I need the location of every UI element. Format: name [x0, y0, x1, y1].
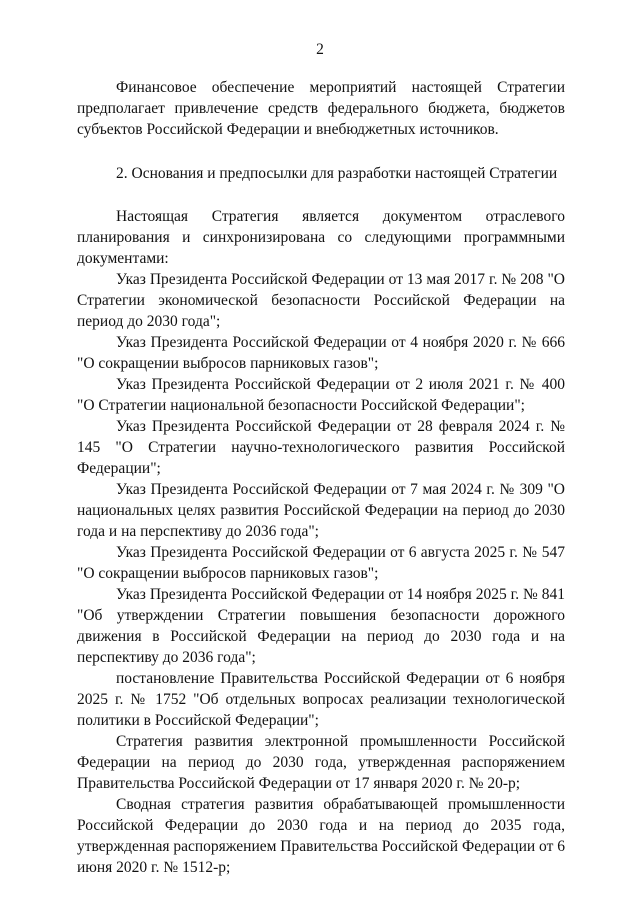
list-item-decree-309: Указ Президента Российской Федерации от 7 мая 2024 г. № 309 "О национальных целях развития Российской Федерации на период до 2030 года и на перспективу до 2036 года"; [77, 481, 565, 540]
paragraph-intro: Настоящая Стратегия является документом отраслевого планирования и синхронизирована со следующими программными документами: [77, 208, 565, 267]
list-item-electronics-strategy: Стратегия развития электронной промышленности Российской Федерации на период до 2030 года, утвержденная распоряжением Правительства Российской Федерации от 17 января 2020 г. № 20-р; [77, 733, 565, 792]
list-item-decree-841: Указ Президента Российской Федерации от 14 ноября 2025 г. № 841 "Об утверждении Стратегии повышения безопасности дорожного движения в Российской Федерации на период до 2030 года и на перспективу до 2036 года"; [77, 586, 565, 666]
list-item-decree-666: Указ Президента Российской Федерации от 4 ноября 2020 г. № 666 "О сокращении выбросов парниковых газов"; [77, 334, 565, 372]
list-item-decree-145: Указ Президента Российской Федерации от 28 февраля 2024 г. № 145 "О Стратегии научно-технологического развития Российской Федерации"; [77, 418, 565, 477]
section-heading: 2. Основания и предпосылки для разработки настоящей Стратегии [116, 165, 558, 182]
list-item-decree-208: Указ Президента Российской Федерации от 13 мая 2017 г. № 208 "О Стратегии экономической безопасности Российской Федерации на период до 2030 года"; [77, 271, 565, 330]
page-number: 2 [316, 41, 324, 58]
document-body [77, 77, 565, 878]
list-item-resolution-1752: постановление Правительства Российской Федерации от 6 ноября 2025 г. № 1752 "Об отдельных вопросах реализации технологической политики в Российской Федерации"; [77, 670, 565, 729]
list-item-decree-547: Указ Президента Российской Федерации от 6 августа 2025 г. № 547 "О сокращении выбросов парниковых газов"; [77, 544, 565, 582]
list-item-decree-400: Указ Президента Российской Федерации от 2 июля 2021 г. № 400 "О Стратегии национальной безопасности Российской Федерации"; [77, 376, 565, 414]
paragraph-financing: Финансовое обеспечение мероприятий настоящей Стратегии предполагает привлечение средств федерального бюджета, бюджетов субъектов Российской Федерации и внебюджетных источников. [77, 79, 565, 138]
list-item-manufacturing-strategy: Сводная стратегия развития обрабатывающей промышленности Российской Федерации до 2030 года и на период до 2035 года, утвержденная распоряжением Правительства Российской Федерации от 6 июня 2020 г. № 1512-р; [77, 796, 566, 876]
